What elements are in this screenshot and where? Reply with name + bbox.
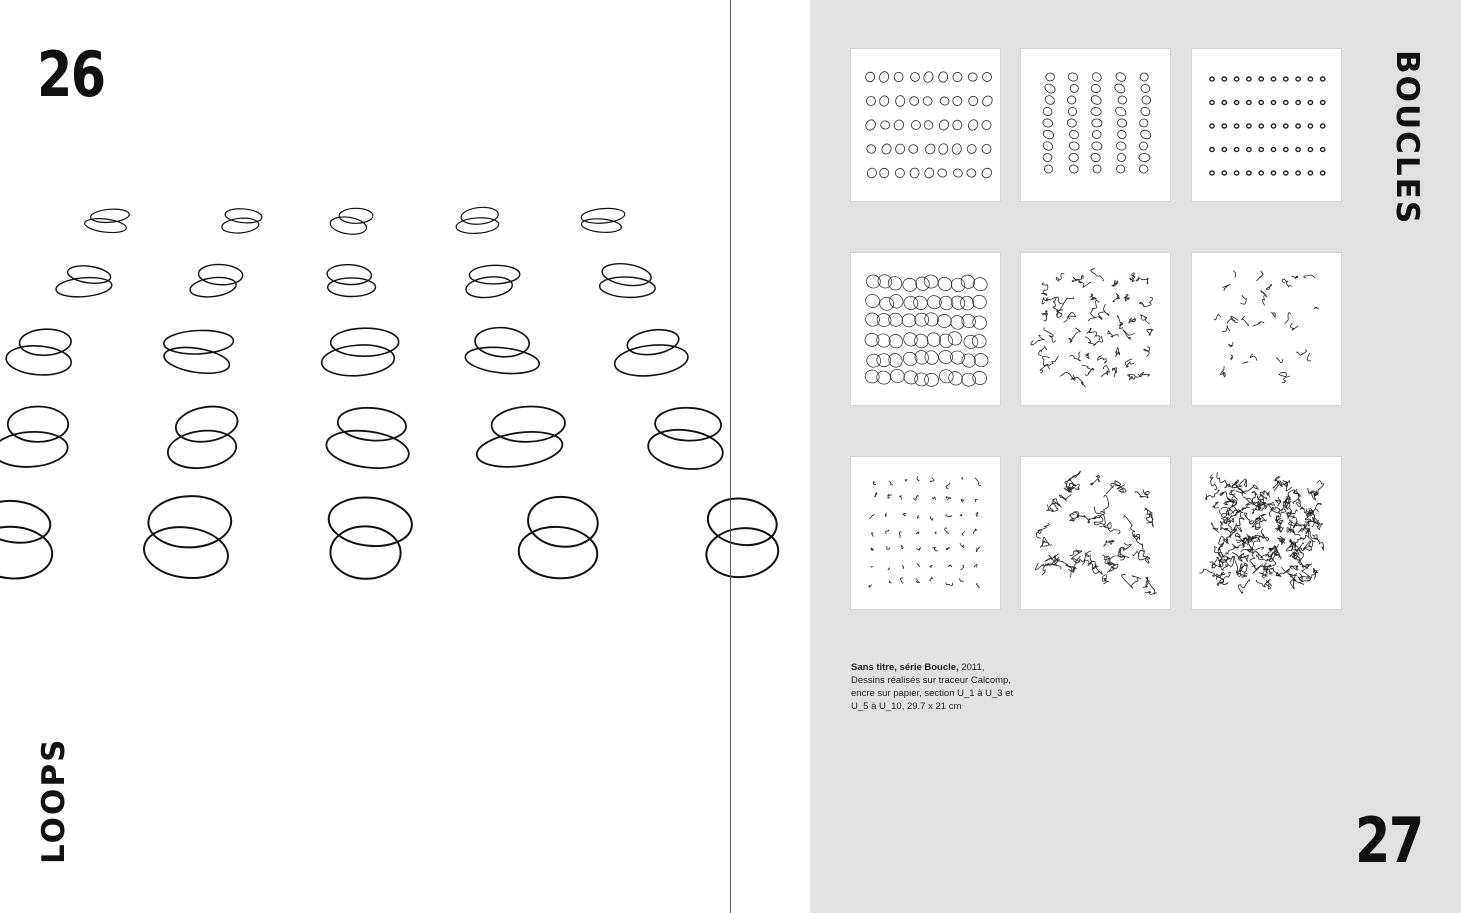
thumbnail-small-loops-rows <box>851 49 1000 201</box>
thumbnail-sparse-curves <box>1192 253 1341 405</box>
caption-title: Sans titre, série Boucle, <box>851 662 959 673</box>
caption-year: 2011, <box>961 662 985 673</box>
page-number-right: 27 <box>1355 804 1423 877</box>
section-title-left: LOOPS <box>36 737 72 864</box>
artwork-caption <box>851 661 1051 713</box>
thumb-drawing <box>1192 457 1341 609</box>
caption-line: U_5 à U_10, 29.7 x 21 cm <box>851 701 962 712</box>
hero-loops-drawing <box>0 180 800 620</box>
thumb-drawing <box>1192 49 1341 201</box>
thumbnail-dense-scribble <box>1192 457 1341 609</box>
caption-line: encre sur papier, section U_1 à U_3 et <box>851 688 1014 699</box>
thumb-drawing <box>1021 49 1170 201</box>
thumb-drawing <box>851 457 1000 609</box>
section-title-right: BOUCLES <box>1389 50 1425 226</box>
thumbnail-small-loops-columns <box>1021 49 1170 201</box>
book-gutter <box>730 0 731 913</box>
thumbnail-scribbled-loops <box>1021 253 1170 405</box>
thumb-drawing <box>851 49 1000 201</box>
thumb-drawing <box>1192 253 1341 405</box>
thumb-drawing <box>1021 457 1170 609</box>
thumbnail-dots-grid <box>1192 49 1341 201</box>
thumbnail-tiny-marks <box>851 457 1000 609</box>
left-page <box>0 0 730 913</box>
page-number-left: 26 <box>37 38 105 111</box>
caption-line: Dessins réalisés sur traceur Calcomp, <box>851 675 1011 686</box>
thumbnail-tangled-clusters <box>1021 457 1170 609</box>
thumb-drawing <box>851 253 1000 405</box>
thumb-drawing <box>1021 253 1170 405</box>
thumbnail-overlapping-loops <box>851 253 1000 405</box>
